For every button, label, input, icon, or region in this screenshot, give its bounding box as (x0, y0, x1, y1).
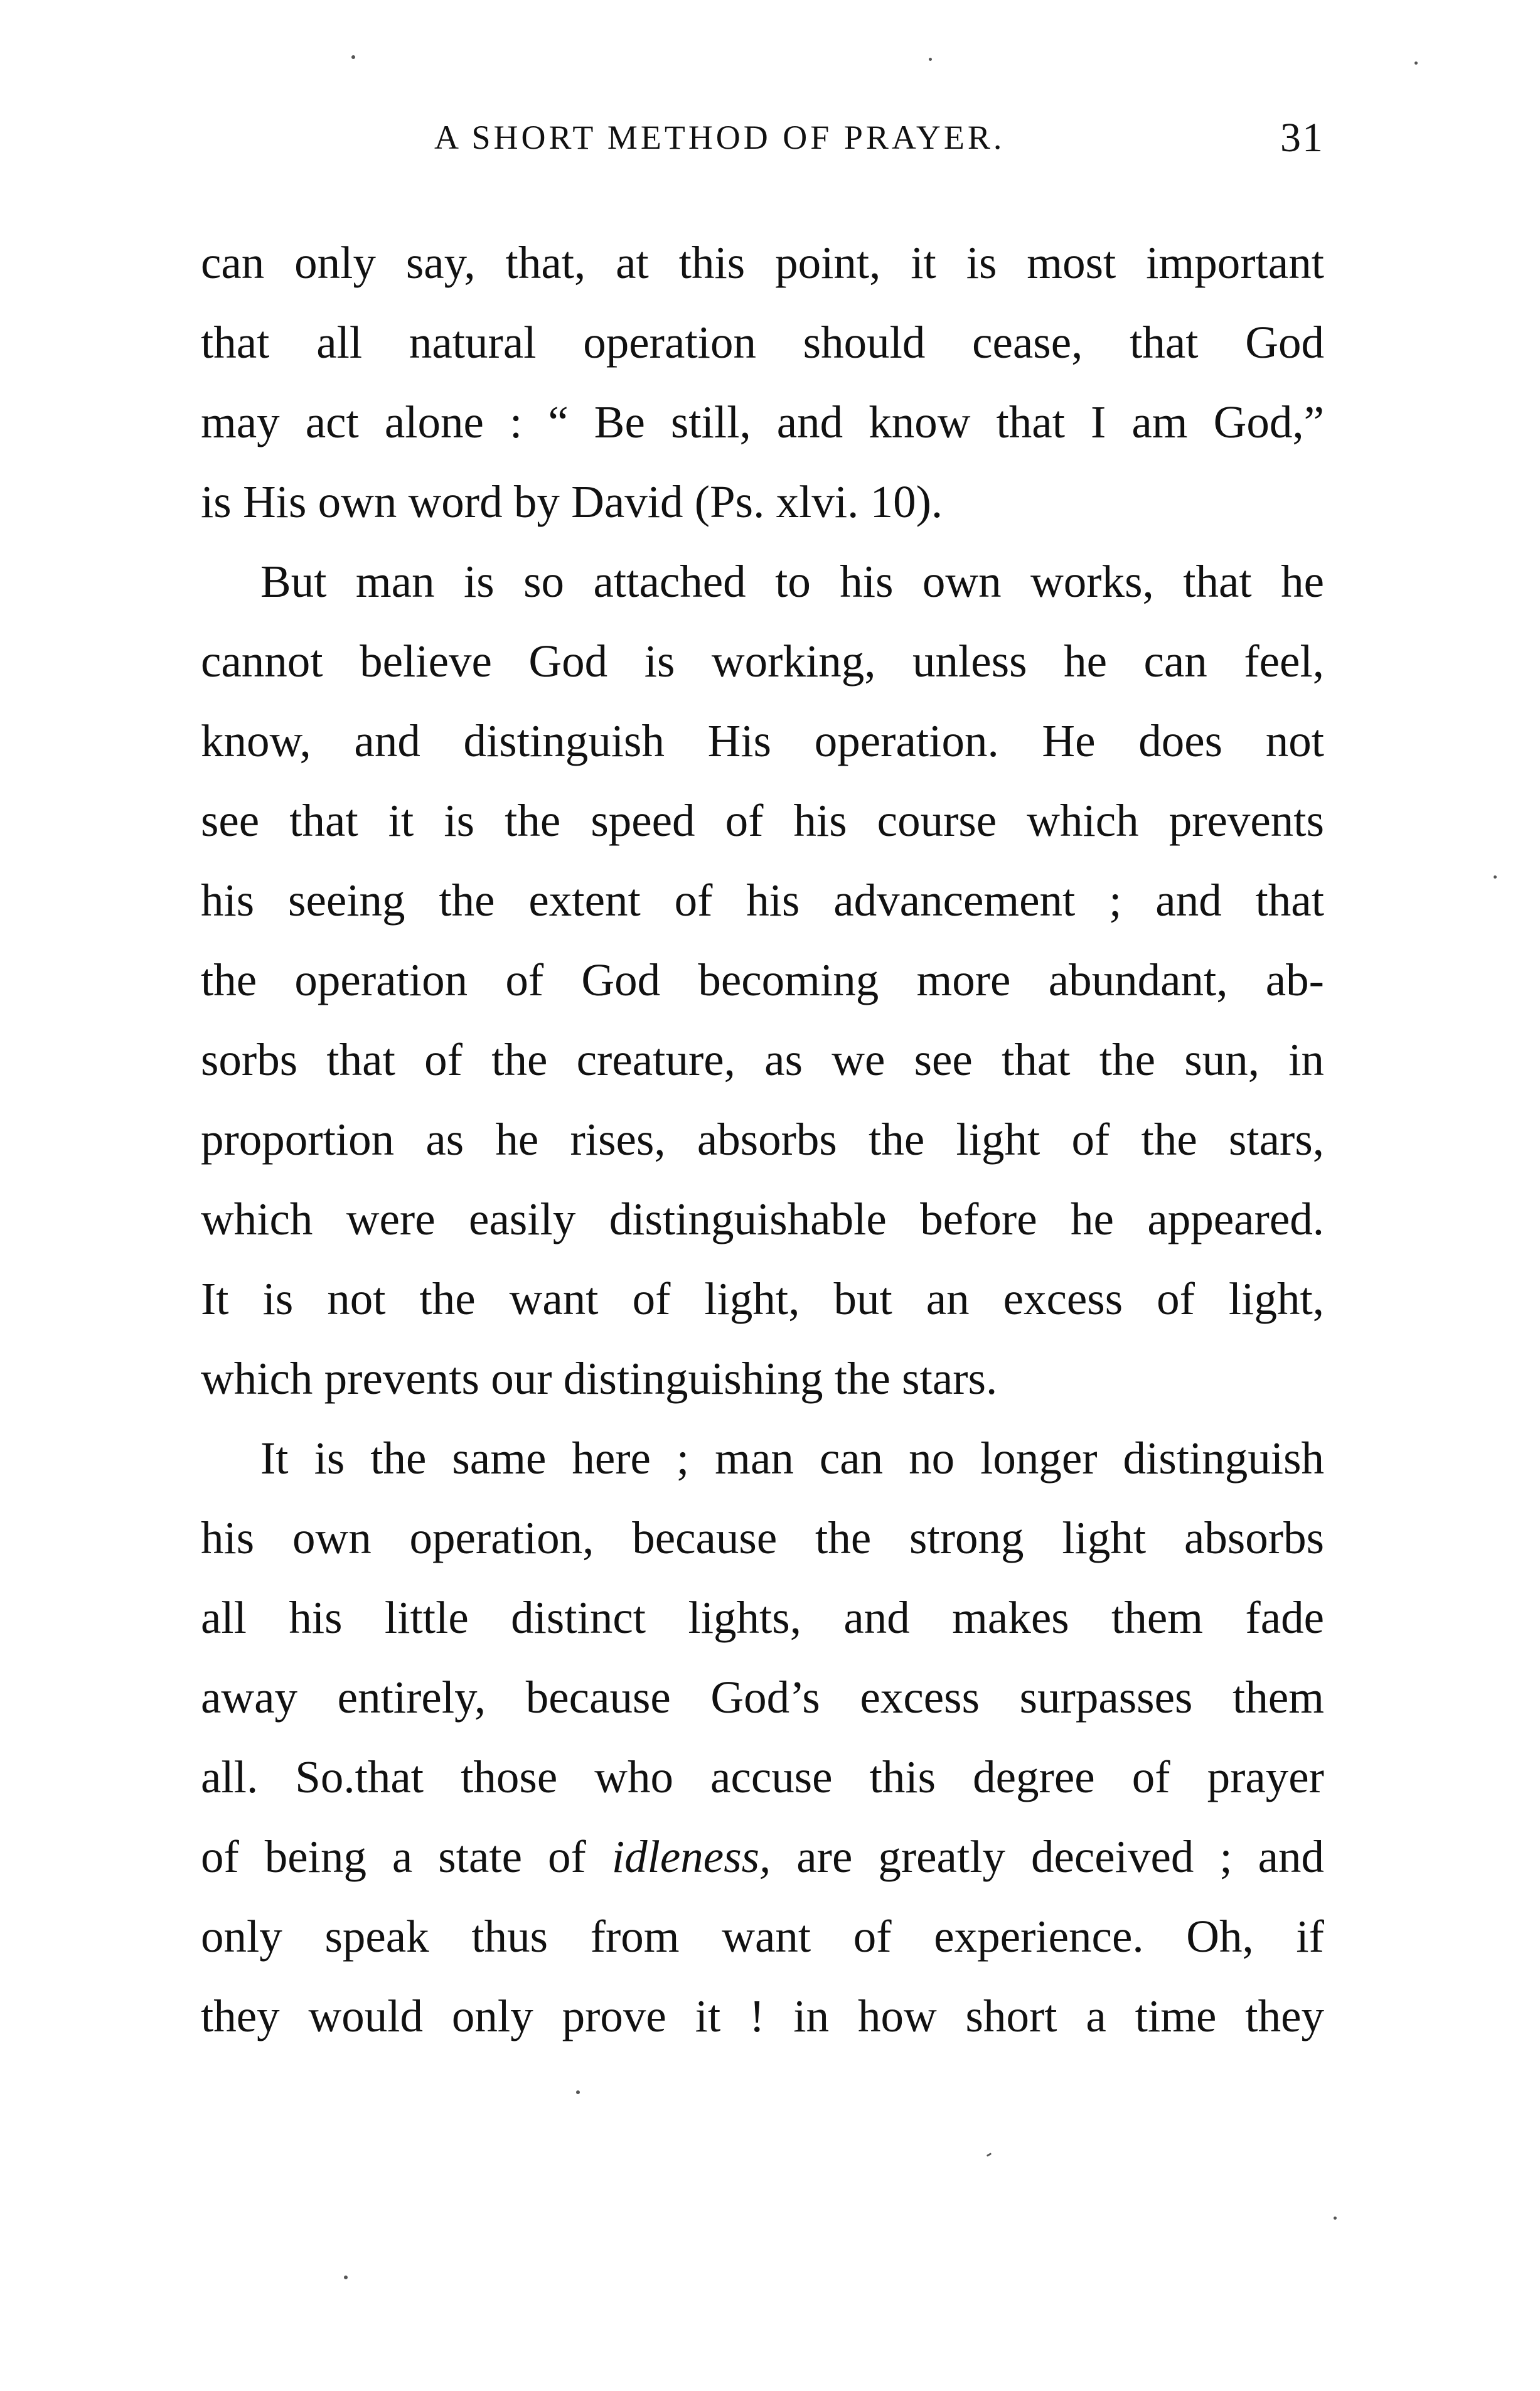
text-line: cannot believe God is working, unless he can feel, (201, 636, 1324, 687)
text-line: they would only prove it ! in how short a time they (201, 1991, 1324, 2041)
text-line: sorbs that of the creature, as we see that the sun, in (201, 1034, 1324, 1085)
text-line: It is not the want of light, but an excess of light, (201, 1273, 1324, 1324)
text-line: see that it is the speed of his course which prevents (201, 795, 1324, 846)
text-line: that all natural operation should cease, that God (201, 317, 1324, 368)
text-line: the operation of God becoming more abundant, ab- (201, 955, 1324, 1005)
scan-speck (929, 58, 932, 61)
paragraph-3 (201, 1418, 1324, 2056)
paragraph-1 (201, 223, 1324, 542)
italic-word: idleness, (611, 1831, 771, 1882)
text-line: his own operation, because the strong light absorbs (201, 1512, 1324, 1563)
text-line-with-italic (201, 1817, 1324, 1896)
scan-speck (987, 2153, 992, 2157)
line-segment: are greatly deceived ; and (771, 1831, 1324, 1882)
running-head (201, 115, 1324, 168)
scan-speck (576, 2090, 580, 2094)
text-line: It is the same here ; man can no longer distinguish (260, 1433, 1324, 1484)
text-line: may act alone : “ Be still, and know that I am God,” (201, 397, 1324, 447)
text-line: all his little distinct lights, and makes them fade (201, 1592, 1324, 1643)
text-line: his seeing the extent of his advancement ; and that (201, 875, 1324, 926)
text-line: only speak thus from want of experience. Oh, if (201, 1911, 1324, 1962)
page-number: 31 (1280, 115, 1324, 161)
scan-speck (344, 2276, 348, 2279)
text-line: which prevents our distinguishing the stars. (201, 1353, 998, 1404)
scan-speck (1334, 2217, 1337, 2220)
line-segment: of being a state of (201, 1831, 612, 1882)
scan-speck (351, 55, 355, 59)
text-line: But man is so attached to his own works, that he (260, 556, 1324, 607)
text-line: can only say, that, at this point, it is most important (201, 237, 1324, 288)
scan-speck (1414, 62, 1418, 65)
text-line: all. So.that those who accuse this degree of prayer (201, 1752, 1324, 1802)
text-line: is His own word by David (Ps. xlvi. 10). (201, 476, 943, 527)
paragraph-2 (201, 542, 1324, 1418)
text-line: which were easily distinguishable before he appeared. (201, 1194, 1324, 1244)
scan-speck (1494, 875, 1497, 879)
text-line: proportion as he rises, absorbs the light of the stars, (201, 1114, 1324, 1165)
running-title: A SHORT METHOD OF PRAYER. (434, 119, 1005, 156)
body-text (201, 223, 1324, 2056)
text-line: away entirely, because God’s excess surpasses them (201, 1672, 1324, 1723)
text-line: know, and distinguish His operation. He does not (201, 715, 1324, 766)
